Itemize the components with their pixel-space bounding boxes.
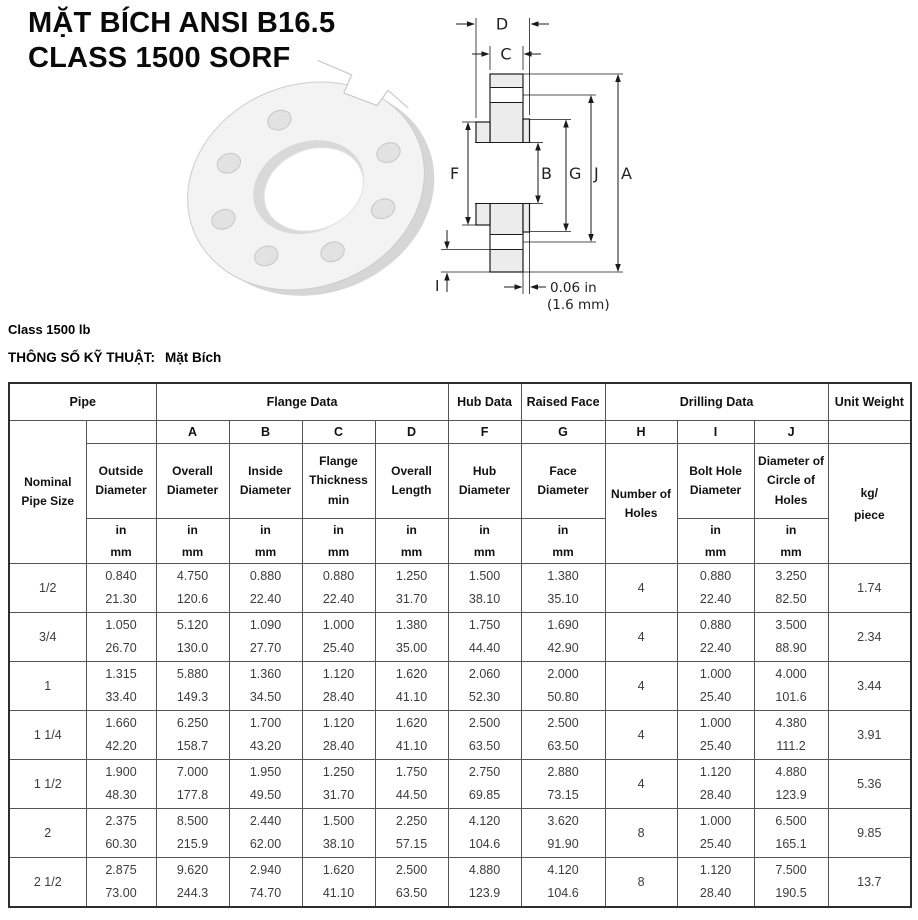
cell-size: 2 xyxy=(9,809,86,858)
table-units-row xyxy=(9,519,911,564)
units-f: in mm xyxy=(448,519,521,564)
cell-od: 2.375 60.30 xyxy=(86,809,156,858)
cell-c: 1.250 31.70 xyxy=(302,760,375,809)
cell-g: 1.380 35.10 xyxy=(521,564,605,613)
cell-j: 4.880 123.9 xyxy=(754,760,828,809)
cell-f: 4.120 104.6 xyxy=(448,809,521,858)
cell-holes: 4 xyxy=(605,662,677,711)
units-od: in mm xyxy=(86,519,156,564)
cell-holes: 8 xyxy=(605,858,677,908)
cell-j: 3.500 88.90 xyxy=(754,613,828,662)
cell-g: 2.000 50.80 xyxy=(521,662,605,711)
group-drilling-data: Drilling Data xyxy=(605,383,828,421)
cell-size: 2 1/2 xyxy=(9,858,86,908)
group-hub-data: Hub Data xyxy=(448,383,521,421)
cell-b: 1.700 43.20 xyxy=(229,711,302,760)
cell-f: 1.500 38.10 xyxy=(448,564,521,613)
cell-c: 1.120 28.40 xyxy=(302,711,375,760)
col-outside-diameter: Outside Diameter xyxy=(86,444,156,519)
cell-b: 2.940 74.70 xyxy=(229,858,302,908)
cell-d: 2.250 57.15 xyxy=(375,809,448,858)
table-row xyxy=(9,809,911,858)
raised-face-note-line2: (1.6 mm) xyxy=(547,297,610,313)
cell-holes: 4 xyxy=(605,760,677,809)
group-unit-weight: Unit Weight xyxy=(828,383,911,421)
spec-heading-value: Mặt Bích xyxy=(165,350,222,365)
dim-label-f: F xyxy=(450,164,460,183)
cell-i: 1.000 25.40 xyxy=(677,711,754,760)
cell-a: 8.500 215.9 xyxy=(156,809,229,858)
cell-f: 2.750 69.85 xyxy=(448,760,521,809)
cell-d: 2.500 63.50 xyxy=(375,858,448,908)
cell-od: 1.050 26.70 xyxy=(86,613,156,662)
units-b: in mm xyxy=(229,519,302,564)
cell-j: 6.500 165.1 xyxy=(754,809,828,858)
letter-g: G xyxy=(521,421,605,444)
cell-g: 2.880 73.15 xyxy=(521,760,605,809)
cell-b: 1.360 34.50 xyxy=(229,662,302,711)
units-c: in mm xyxy=(302,519,375,564)
flange-3d-image xyxy=(178,56,436,314)
cell-i: 1.000 25.40 xyxy=(677,662,754,711)
cell-g: 1.690 42.90 xyxy=(521,613,605,662)
table-row xyxy=(9,613,911,662)
cell-size: 3/4 xyxy=(9,613,86,662)
cell-size: 1 1/4 xyxy=(9,711,86,760)
cell-c: 1.000 25.40 xyxy=(302,613,375,662)
page-title-line1: MẶT BÍCH ANSI B16.5 xyxy=(28,7,336,39)
cell-d: 1.750 44.50 xyxy=(375,760,448,809)
cell-i: 1.000 25.40 xyxy=(677,809,754,858)
raised-face-note-line1: 0.06 in xyxy=(550,280,597,296)
cell-a: 9.620 244.3 xyxy=(156,858,229,908)
cell-g: 3.620 91.90 xyxy=(521,809,605,858)
spec-heading xyxy=(8,350,918,368)
col-kg-per-piece: kg/ piece xyxy=(828,444,911,564)
cell-a: 4.750 120.6 xyxy=(156,564,229,613)
cell-holes: 4 xyxy=(605,613,677,662)
units-j: in mm xyxy=(754,519,828,564)
cell-d: 1.620 41.10 xyxy=(375,662,448,711)
group-pipe: Pipe xyxy=(9,383,156,421)
cell-i: 0.880 22.40 xyxy=(677,613,754,662)
units-i: in mm xyxy=(677,519,754,564)
cell-a: 5.120 130.0 xyxy=(156,613,229,662)
cell-d: 1.380 35.00 xyxy=(375,613,448,662)
letter-f: F xyxy=(448,421,521,444)
cell-c: 1.120 28.40 xyxy=(302,662,375,711)
col-hub-diameter: Hub Diameter xyxy=(448,444,521,519)
cell-j: 4.000 101.6 xyxy=(754,662,828,711)
table-row xyxy=(9,858,911,908)
cell-b: 0.880 22.40 xyxy=(229,564,302,613)
cell-od: 1.315 33.40 xyxy=(86,662,156,711)
cell-c: 1.500 38.10 xyxy=(302,809,375,858)
cell-weight: 3.91 xyxy=(828,711,911,760)
cell-size: 1 xyxy=(9,662,86,711)
letter-weight-empty xyxy=(828,421,911,444)
cell-c: 1.620 41.10 xyxy=(302,858,375,908)
col-circle-of-holes: Diameter of Circle of Holes xyxy=(754,444,828,519)
table-row xyxy=(9,760,911,809)
cell-i: 1.120 28.40 xyxy=(677,858,754,908)
cell-od: 1.900 48.30 xyxy=(86,760,156,809)
cell-od: 2.875 73.00 xyxy=(86,858,156,908)
letter-a: A xyxy=(156,421,229,444)
cell-holes: 8 xyxy=(605,809,677,858)
cell-f: 2.060 52.30 xyxy=(448,662,521,711)
cell-size: 1/2 xyxy=(9,564,86,613)
letter-d: D xyxy=(375,421,448,444)
cell-g: 2.500 63.50 xyxy=(521,711,605,760)
col-overall-length: Overall Length xyxy=(375,444,448,519)
letter-j: J xyxy=(754,421,828,444)
table-row xyxy=(9,662,911,711)
cell-j: 7.500 190.5 xyxy=(754,858,828,908)
cell-weight: 1.74 xyxy=(828,564,911,613)
col-flange-thickness: Flange Thickness min xyxy=(302,444,375,519)
cell-d: 1.620 41.10 xyxy=(375,711,448,760)
group-flange-data: Flange Data xyxy=(156,383,448,421)
col-face-diameter: Face Diameter xyxy=(521,444,605,519)
col-nominal-pipe-size: Nominal Pipe Size xyxy=(9,421,86,564)
units-a: in mm xyxy=(156,519,229,564)
col-bolt-hole-diameter: Bolt Hole Diameter xyxy=(677,444,754,519)
page-title-line2: CLASS 1500 SORF xyxy=(28,41,291,74)
letter-i: I xyxy=(677,421,754,444)
cell-j: 4.380 111.2 xyxy=(754,711,828,760)
flange-section-diagram xyxy=(428,2,654,314)
cell-weight: 5.36 xyxy=(828,760,911,809)
class-rating-text: Class 1500 lb xyxy=(8,322,91,337)
spec-heading-label: THÔNG SỐ KỸ THUẬT: xyxy=(8,350,155,365)
cell-od: 0.840 21.30 xyxy=(86,564,156,613)
cell-weight: 13.7 xyxy=(828,858,911,908)
cell-size: 1 1/2 xyxy=(9,760,86,809)
letter-h: H xyxy=(605,421,677,444)
table-group-header-row xyxy=(9,383,911,421)
cell-holes: 4 xyxy=(605,711,677,760)
letter-b: B xyxy=(229,421,302,444)
cell-g: 4.120 104.6 xyxy=(521,858,605,908)
col-inside-diameter: Inside Diameter xyxy=(229,444,302,519)
units-g: in mm xyxy=(521,519,605,564)
group-raised-face: Raised Face xyxy=(521,383,605,421)
cell-od: 1.660 42.20 xyxy=(86,711,156,760)
dim-label-d: D xyxy=(495,14,509,34)
table-row xyxy=(9,564,911,613)
header-section xyxy=(0,0,918,316)
dim-label-i: I xyxy=(435,277,440,295)
cell-weight: 2.34 xyxy=(828,613,911,662)
cell-a: 6.250 158.7 xyxy=(156,711,229,760)
col-overall-diameter: Overall Diameter xyxy=(156,444,229,519)
cell-f: 4.880 123.9 xyxy=(448,858,521,908)
units-d: in mm xyxy=(375,519,448,564)
col-number-of-holes: Number of Holes xyxy=(605,444,677,564)
cell-i: 0.880 22.40 xyxy=(677,564,754,613)
dim-label-b: B xyxy=(541,164,552,183)
dim-label-a: A xyxy=(621,164,632,183)
table-row xyxy=(9,711,911,760)
table-letter-row xyxy=(9,421,911,444)
cell-holes: 4 xyxy=(605,564,677,613)
cell-j: 3.250 82.50 xyxy=(754,564,828,613)
spec-table xyxy=(8,382,912,908)
cell-b: 2.440 62.00 xyxy=(229,809,302,858)
cell-a: 5.880 149.3 xyxy=(156,662,229,711)
cell-d: 1.250 31.70 xyxy=(375,564,448,613)
dim-label-j: J xyxy=(594,164,599,183)
table-label-row xyxy=(9,444,911,519)
cell-b: 1.090 27.70 xyxy=(229,613,302,662)
cell-f: 2.500 63.50 xyxy=(448,711,521,760)
cell-i: 1.120 28.40 xyxy=(677,760,754,809)
dim-label-c: C xyxy=(500,44,512,64)
cell-weight: 9.85 xyxy=(828,809,911,858)
cell-b: 1.950 49.50 xyxy=(229,760,302,809)
cell-weight: 3.44 xyxy=(828,662,911,711)
cell-a: 7.000 177.8 xyxy=(156,760,229,809)
cell-f: 1.750 44.40 xyxy=(448,613,521,662)
letter-od-empty xyxy=(86,421,156,444)
dim-label-g: G xyxy=(569,164,582,183)
letter-c: C xyxy=(302,421,375,444)
cell-c: 0.880 22.40 xyxy=(302,564,375,613)
